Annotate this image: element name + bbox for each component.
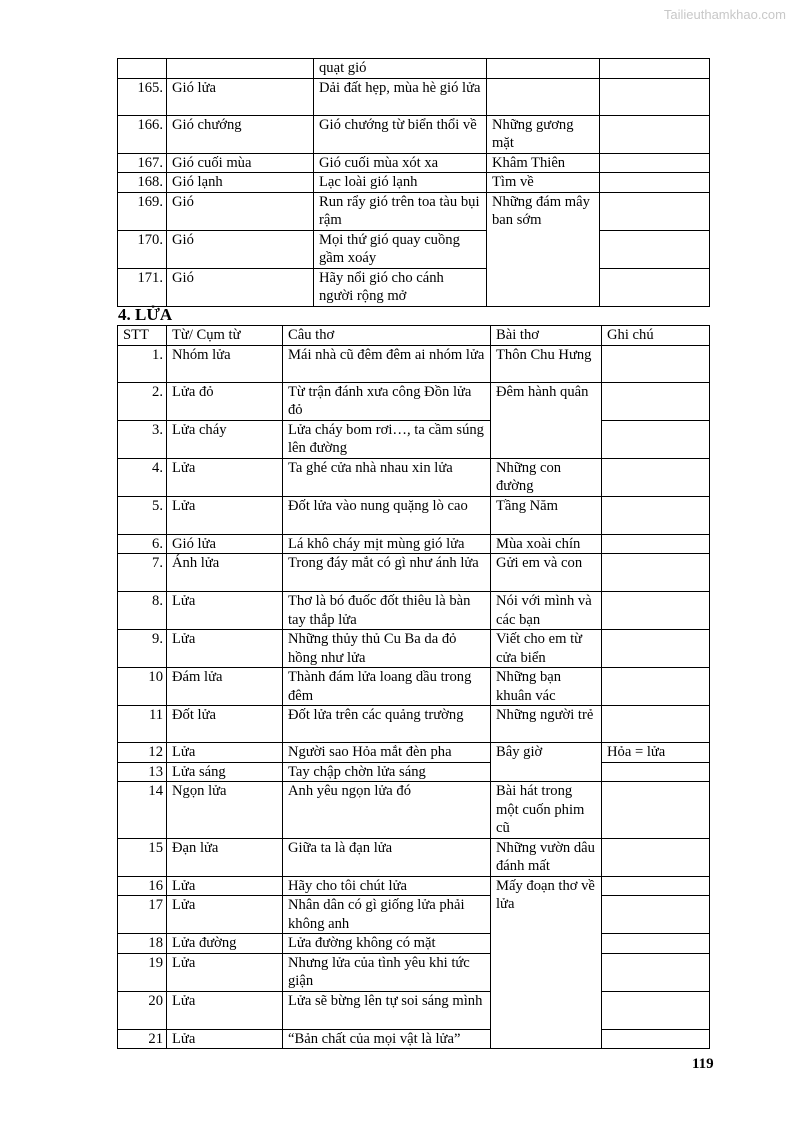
cell-cau-tho: Run rẩy gió trên toa tàu bụi rậm — [314, 192, 487, 230]
cell-stt: 4. — [118, 458, 167, 496]
table-row — [118, 896, 710, 934]
cell-ghi-chu — [602, 953, 710, 991]
table-row — [118, 458, 710, 496]
cell-stt: 167. — [118, 153, 167, 173]
cell-tu: Đạn lửa — [167, 838, 283, 876]
cell-cau-tho: Người sao Hỏa mắt đèn pha — [283, 743, 491, 763]
cell-stt: 8. — [118, 592, 167, 630]
cell-ghi-chu — [602, 534, 710, 554]
cell-ghi-chu — [600, 173, 710, 193]
cell-cau-tho: Mọi thứ gió quay cuồng gầm xoáy — [314, 230, 487, 268]
table-row — [118, 345, 710, 382]
cell-ghi-chu — [600, 59, 710, 79]
continued-wind-table — [117, 58, 710, 307]
cell-tu: Lửa — [167, 592, 283, 630]
cell-cau-tho: Hãy nổi gió cho cánh người rộng mở — [314, 268, 487, 306]
cell-bai-tho: Viết cho em từ cửa biển — [491, 630, 602, 668]
cell-cau-tho: Nhân dân có gì giống lửa phải không anh — [283, 896, 491, 934]
cell-bai-tho — [487, 59, 600, 79]
cell-tu: Lửa — [167, 991, 283, 1029]
cell-tu: Lửa — [167, 458, 283, 496]
cell-tu: Ánh lửa — [167, 554, 283, 592]
header-stt: STT — [118, 326, 167, 346]
table-row — [118, 876, 710, 896]
cell-ghi-chu — [602, 838, 710, 876]
cell-ghi-chu — [602, 991, 710, 1029]
cell-cau-tho: Giữa ta là đạn lửa — [283, 838, 491, 876]
cell-cau-tho: Anh yêu ngọn lửa đó — [283, 782, 491, 839]
cell-stt: 165. — [118, 78, 167, 115]
cell-cau-tho: Nhưng lửa của tình yêu khi tức giận — [283, 953, 491, 991]
cell-tu: Gió lửa — [167, 78, 314, 115]
table-row — [118, 668, 710, 706]
cell-stt: 7. — [118, 554, 167, 592]
cell-bai-tho: Những đám mây ban sớm — [487, 192, 600, 306]
cell-bai-tho: Những vườn dâu đánh mất — [491, 838, 602, 876]
cell-stt: 2. — [118, 382, 167, 420]
header-note: Ghi chú — [602, 326, 710, 346]
cell-bai-tho: Những gương mặt — [487, 115, 600, 153]
table-row — [118, 554, 710, 592]
cell-ghi-chu — [602, 382, 710, 420]
cell-cau-tho: Gió chướng từ biển thổi về — [314, 115, 487, 153]
watermark: Tailieuthamkhao.com — [663, 7, 786, 22]
table-row — [118, 230, 710, 268]
cell-ghi-chu — [602, 762, 710, 782]
cell-ghi-chu — [600, 78, 710, 115]
cell-tu: Nhóm lửa — [167, 345, 283, 382]
table-row — [118, 1029, 710, 1049]
cell-bai-tho: Đêm hành quân — [491, 382, 602, 458]
table-row — [118, 934, 710, 954]
cell-cau-tho: Thành đám lửa loang dầu trong đêm — [283, 668, 491, 706]
cell-tu: Lửa — [167, 1029, 283, 1049]
cell-cau-tho: Hãy cho tôi chút lửa — [283, 876, 491, 896]
cell-stt: 14 — [118, 782, 167, 839]
table-row — [118, 420, 710, 458]
cell-cau-tho: Lửa đường không có mặt — [283, 934, 491, 954]
cell-tu: Gió — [167, 192, 314, 230]
table-row — [118, 115, 710, 153]
cell-ghi-chu — [600, 192, 710, 230]
table-row — [118, 782, 710, 839]
cell-tu: Gió cuối mùa — [167, 153, 314, 173]
cell-cau-tho: Những thủy thủ Cu Ba da đỏ hồng như lửa — [283, 630, 491, 668]
fire-words-table — [117, 325, 710, 1049]
cell-tu: Lửa — [167, 876, 283, 896]
cell-bai-tho: Bài hát trong một cuốn phim cũ — [491, 782, 602, 839]
cell-tu: Gió — [167, 268, 314, 306]
cell-ghi-chu — [602, 554, 710, 592]
section-heading: 4. LỬA — [118, 305, 173, 324]
cell-bai-tho: Mấy đoạn thơ về lửa — [491, 876, 602, 1049]
cell-cau-tho: Tay chập chờn lửa sáng — [283, 762, 491, 782]
cell-bai-tho: Thôn Chu Hưng — [491, 345, 602, 382]
table-row — [118, 630, 710, 668]
cell-bai-tho: Bây giờ — [491, 743, 602, 782]
cell-cau-tho: Từ trận đánh xưa công Đồn lửa đỏ — [283, 382, 491, 420]
table-row — [118, 534, 710, 554]
cell-ghi-chu — [602, 782, 710, 839]
cell-tu: Lửa đường — [167, 934, 283, 954]
cell-cau-tho: Thơ là bó đuốc đốt thiêu là bàn tay thắp lửa — [283, 592, 491, 630]
cell-bai-tho: Những bạn khuân vác — [491, 668, 602, 706]
cell-tu: Gió chướng — [167, 115, 314, 153]
cell-ghi-chu — [602, 458, 710, 496]
table-row — [118, 192, 710, 230]
cell-stt: 21 — [118, 1029, 167, 1049]
cell-bai-tho — [487, 78, 600, 115]
cell-tu: Ngọn lửa — [167, 782, 283, 839]
header-verse: Câu thơ — [283, 326, 491, 346]
cell-ghi-chu — [600, 115, 710, 153]
cell-ghi-chu — [602, 876, 710, 896]
table-row — [118, 991, 710, 1029]
cell-cau-tho: Ta ghé cửa nhà nhau xin lửa — [283, 458, 491, 496]
cell-bai-tho: Gửi em và con — [491, 554, 602, 592]
cell-bai-tho: Những người trẻ — [491, 706, 602, 743]
cell-cau-tho: Dải đất hẹp, mùa hè gió lửa — [314, 78, 487, 115]
cell-stt: 10 — [118, 668, 167, 706]
cell-stt: 11 — [118, 706, 167, 743]
cell-stt: 168. — [118, 173, 167, 193]
table-row — [118, 59, 710, 79]
cell-tu: Gió lửa — [167, 534, 283, 554]
cell-tu: Lửa — [167, 953, 283, 991]
cell-bai-tho: Những con đường — [491, 458, 602, 496]
cell-ghi-chu — [602, 630, 710, 668]
cell-stt: 169. — [118, 192, 167, 230]
cell-stt: 12 — [118, 743, 167, 763]
cell-tu: Lửa cháy — [167, 420, 283, 458]
table-row — [118, 706, 710, 743]
cell-stt: 6. — [118, 534, 167, 554]
cell-cau-tho: Đốt lửa vào nung quặng lò cao — [283, 496, 491, 534]
cell-tu: Đốt lửa — [167, 706, 283, 743]
table-row — [118, 743, 710, 763]
cell-tu: Lửa — [167, 896, 283, 934]
cell-cau-tho: quạt gió — [314, 59, 487, 79]
cell-tu: Đám lửa — [167, 668, 283, 706]
cell-stt: 5. — [118, 496, 167, 534]
cell-ghi-chu — [602, 420, 710, 458]
cell-cau-tho: “Bản chất của mọi vật là lửa” — [283, 1029, 491, 1049]
page-number: 119 — [692, 1056, 714, 1072]
cell-stt: 3. — [118, 420, 167, 458]
cell-cau-tho: Lạc loài gió lạnh — [314, 173, 487, 193]
cell-stt: 166. — [118, 115, 167, 153]
table-row — [118, 153, 710, 173]
cell-tu: Lửa — [167, 630, 283, 668]
cell-ghi-chu — [600, 153, 710, 173]
cell-tu: Lửa — [167, 496, 283, 534]
cell-ghi-chu: Hỏa = lửa — [602, 743, 710, 763]
cell-cau-tho: Lửa cháy bom rơi…, ta cầm súng lên đường — [283, 420, 491, 458]
table-row — [118, 496, 710, 534]
table-row — [118, 268, 710, 306]
cell-bai-tho: Mùa xoài chín — [491, 534, 602, 554]
table-row — [118, 762, 710, 782]
cell-ghi-chu — [602, 668, 710, 706]
cell-ghi-chu — [600, 230, 710, 268]
cell-ghi-chu — [602, 896, 710, 934]
cell-stt: 170. — [118, 230, 167, 268]
cell-cau-tho: Lá khô cháy mịt mùng gió lửa — [283, 534, 491, 554]
cell-ghi-chu — [602, 345, 710, 382]
header-word: Từ/ Cụm từ — [167, 326, 283, 346]
cell-stt: 13 — [118, 762, 167, 782]
cell-cau-tho: Mái nhà cũ đêm đêm ai nhóm lửa — [283, 345, 491, 382]
cell-cau-tho: Gió cuối mùa xót xa — [314, 153, 487, 173]
cell-stt: 19 — [118, 953, 167, 991]
table-row — [118, 173, 710, 193]
cell-cau-tho: Lửa sẽ bừng lên tự soi sáng mình — [283, 991, 491, 1029]
table-header-row — [118, 326, 710, 346]
cell-bai-tho: Nói với mình và các bạn — [491, 592, 602, 630]
cell-tu: Lửa đỏ — [167, 382, 283, 420]
cell-bai-tho: Khâm Thiên — [487, 153, 600, 173]
cell-tu — [167, 59, 314, 79]
table-row — [118, 382, 710, 420]
cell-tu: Gió lạnh — [167, 173, 314, 193]
table-row — [118, 78, 710, 115]
cell-bai-tho: Tìm về — [487, 173, 600, 193]
cell-ghi-chu — [602, 592, 710, 630]
cell-ghi-chu — [602, 934, 710, 954]
cell-stt: 18 — [118, 934, 167, 954]
table-row — [118, 592, 710, 630]
cell-stt: 171. — [118, 268, 167, 306]
cell-ghi-chu — [602, 706, 710, 743]
cell-cau-tho: Đốt lửa trên các quảng trường — [283, 706, 491, 743]
cell-ghi-chu — [602, 496, 710, 534]
cell-bai-tho: Tầng Năm — [491, 496, 602, 534]
cell-tu: Gió — [167, 230, 314, 268]
cell-tu: Lửa sáng — [167, 762, 283, 782]
cell-stt: 17 — [118, 896, 167, 934]
cell-cau-tho: Trong đáy mắt có gì như ánh lửa — [283, 554, 491, 592]
cell-stt — [118, 59, 167, 79]
table-row — [118, 838, 710, 876]
table-row — [118, 953, 710, 991]
cell-ghi-chu — [600, 268, 710, 306]
cell-stt: 1. — [118, 345, 167, 382]
cell-stt: 15 — [118, 838, 167, 876]
cell-stt: 16 — [118, 876, 167, 896]
cell-tu: Lửa — [167, 743, 283, 763]
header-poem: Bài thơ — [491, 326, 602, 346]
cell-ghi-chu — [602, 1029, 710, 1049]
cell-stt: 9. — [118, 630, 167, 668]
cell-stt: 20 — [118, 991, 167, 1029]
